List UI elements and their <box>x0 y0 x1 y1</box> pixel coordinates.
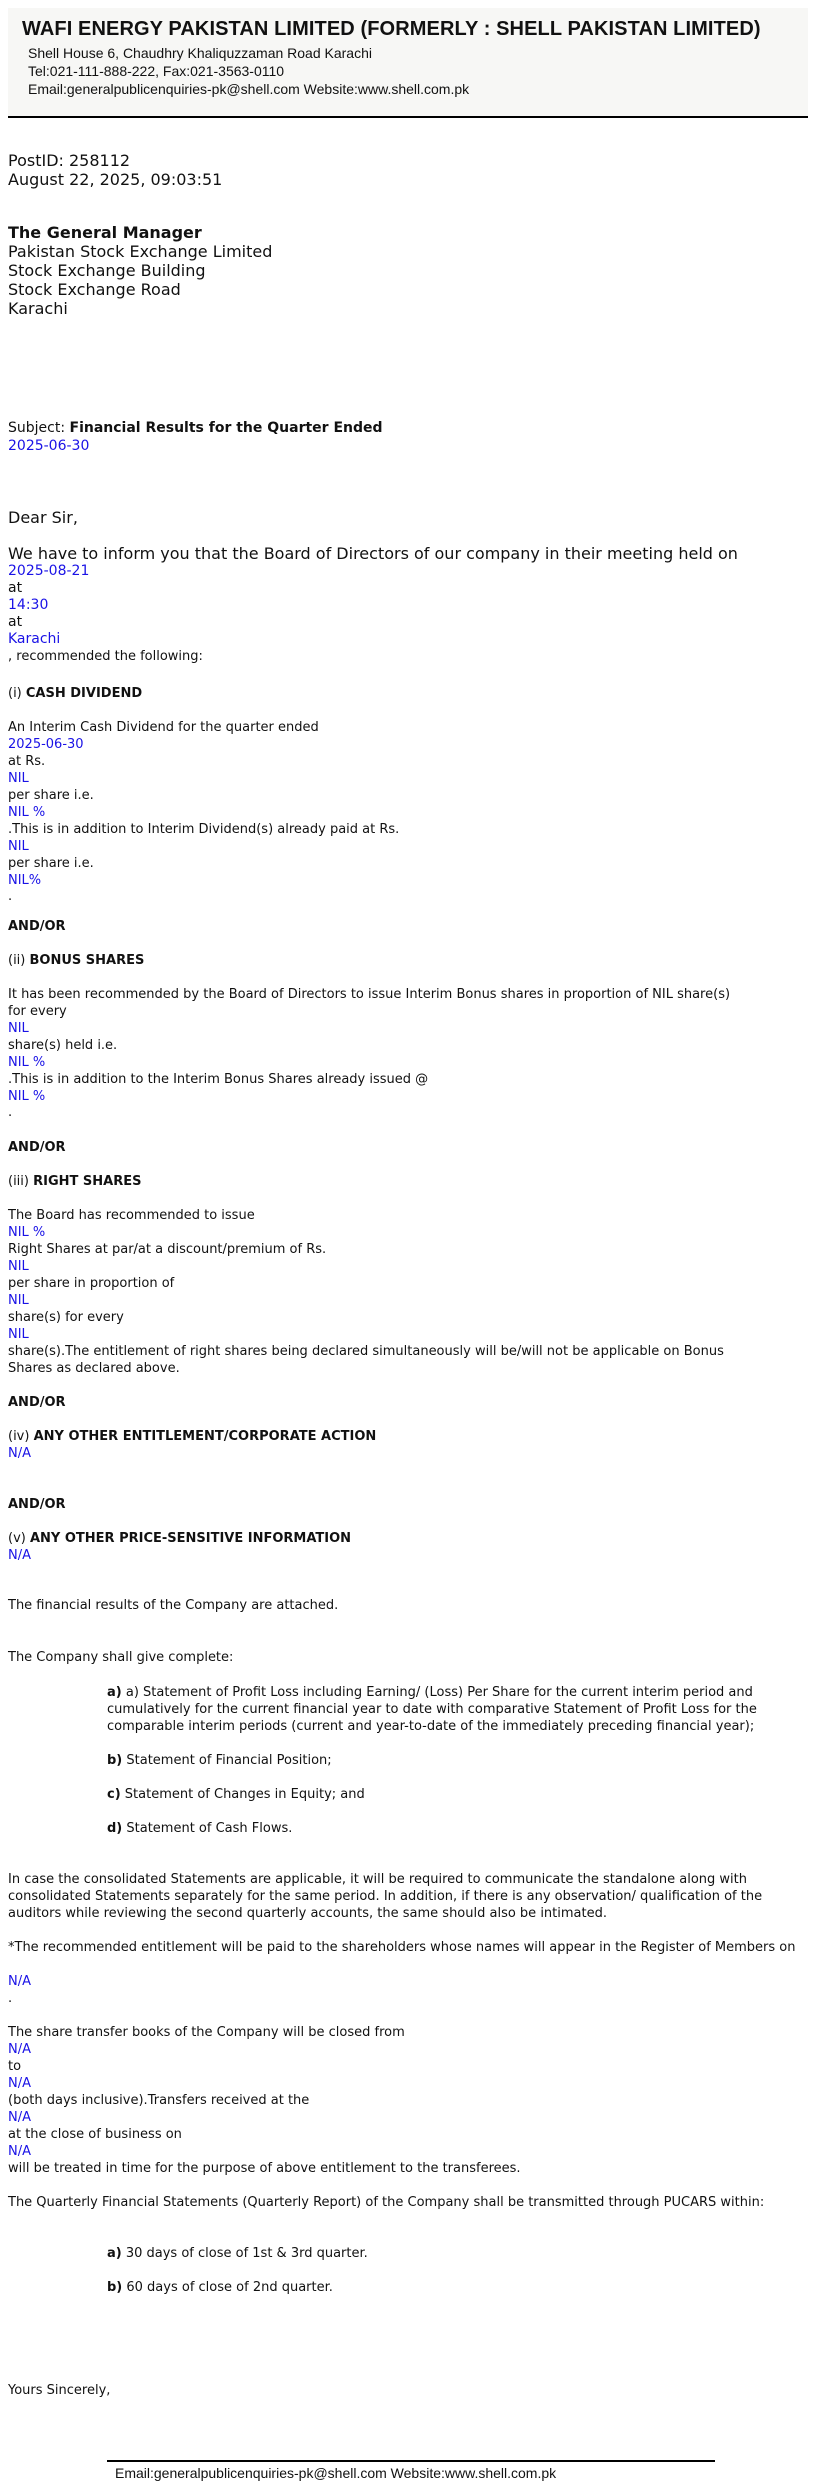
post-id: PostID: 258112 <box>8 151 131 170</box>
statement-item <box>107 1684 802 1735</box>
closing-salutation: Yours Sincerely, <box>8 2383 111 2398</box>
recipient-line: Pakistan Stock Exchange Limited <box>8 242 273 261</box>
right-text: The Board has recommended to issue <box>8 1208 255 1223</box>
pucars-text: The Quarterly Financial Statements (Quarterly Report) of the Company shall be transmitted through PUCARS within: <box>8 2195 765 2210</box>
intro-text: We have to inform you that the Board of Directors of our company in their meeting held on <box>8 544 738 563</box>
right-text: share(s).The entitlement of right shares being declared simultaneously will be/will not be applicable on Bonus <box>8 1344 724 1359</box>
bonus-value: NIL % <box>8 1089 46 1104</box>
transfer-value: N/A <box>8 2042 31 2057</box>
item-text: Statement of Changes in Equity; and <box>120 1787 365 1802</box>
footer-divider <box>107 2460 715 2462</box>
section-number: (i) <box>8 686 26 701</box>
section-number: (ii) <box>8 953 30 968</box>
section-number: (iv) <box>8 1429 34 1444</box>
right-value: NIL <box>8 1327 29 1342</box>
company-shall-give: The Company shall give complete: <box>8 1650 234 1665</box>
meeting-place: Karachi <box>8 631 61 647</box>
subject-line <box>8 420 383 437</box>
subject-date: 2025-06-30 <box>8 438 90 454</box>
section-title: CASH DIVIDEND <box>25 686 143 701</box>
cash-text: per share i.e. <box>8 856 94 871</box>
right-shares-heading <box>8 1173 141 1190</box>
section-title: ANY OTHER PRICE-SENSITIVE INFORMATION <box>29 1531 352 1546</box>
other-entitlement-heading <box>8 1428 376 1445</box>
company-name: WAFI ENERGY PAKISTAN LIMITED (FORMERLY : SHELL PAKISTAN LIMITED) <box>22 18 761 40</box>
right-value: NIL <box>8 1259 29 1274</box>
item-label: a) <box>107 2246 122 2261</box>
cash-text: per share i.e. <box>8 788 94 803</box>
results-attached: The financial results of the Company are attached. <box>8 1598 339 1613</box>
footer-contact: Email:generalpublicenquiries-pk@shell.com Website:www.shell.com.pk <box>115 2465 557 2481</box>
right-value: NIL % <box>8 1225 46 1240</box>
statement-item <box>107 1820 802 1837</box>
item-label: b) <box>107 1753 123 1768</box>
and-or-separator: AND/OR <box>8 1140 66 1155</box>
meeting-time: 14:30 <box>8 597 49 613</box>
statement-item <box>107 1752 802 1769</box>
greeting: Dear Sir, <box>8 508 78 527</box>
cash-end: . <box>8 889 13 904</box>
bonus-value: NIL % <box>8 1055 46 1070</box>
company-address: Shell House 6, Chaudhry Khaliquzzaman Road Karachi <box>28 45 372 61</box>
recipient-title: The General Manager <box>8 223 202 242</box>
bonus-value: NIL <box>8 1021 29 1036</box>
subject-text: Financial Results for the Quarter Ended <box>69 420 383 436</box>
company-contact: Email:generalpublicenquiries-pk@shell.com Website:www.shell.com.pk <box>28 81 470 97</box>
statement-item <box>107 1786 802 1803</box>
bonus-text: It has been recommended by the Board of Directors to issue Interim Bonus shares in proportion of NIL share(s) <box>8 987 731 1002</box>
cash-value: NIL <box>8 839 29 854</box>
price-sensitive-heading <box>8 1530 351 1547</box>
right-text: Right Shares at par/at a discount/premium of Rs. <box>8 1242 327 1257</box>
item-text: Statement of Financial Position; <box>122 1753 332 1768</box>
bonus-shares-heading <box>8 952 144 969</box>
item-label: d) <box>107 1821 123 1836</box>
item-text: 30 days of close of 1st & 3rd quarter. <box>121 2246 368 2261</box>
and-or-separator: AND/OR <box>8 919 66 934</box>
right-text: Shares as declared above. <box>8 1361 180 1376</box>
item-text: a) Statement of Profit Loss including Earning/ (Loss) Per Share for the current interim period and cumulatively for the current financial year to date with comparative Statement of Profit Loss for the comparable interim periods (current and year-to-date of the immediately preceding financial year); <box>107 1685 757 1734</box>
cash-value: NIL <box>8 771 29 786</box>
cash-text: An Interim Cash Dividend for the quarter ended <box>8 720 319 735</box>
post-datetime: August 22, 2025, 09:03:51 <box>8 170 223 189</box>
bonus-end: . <box>8 1105 13 1120</box>
recipient-line: Karachi <box>8 299 68 318</box>
transfer-text: at the close of business on <box>8 2127 182 2142</box>
and-or-separator: AND/OR <box>8 1497 66 1512</box>
item-text: 60 days of close of 2nd quarter. <box>122 2280 333 2295</box>
register-text: *The recommended entitlement will be paid to the shareholders whose names will appear in the Register of Members on <box>8 1940 796 1955</box>
item-label: c) <box>107 1787 121 1802</box>
pucars-item <box>107 2245 802 2262</box>
transfer-value: N/A <box>8 2110 31 2125</box>
section-number: (v) <box>8 1531 30 1546</box>
item-label: b) <box>107 2280 123 2295</box>
subject-label: Subject: <box>8 420 70 436</box>
section-title: RIGHT SHARES <box>33 1174 142 1189</box>
meeting-date: 2025-08-21 <box>8 563 90 579</box>
and-or-separator: AND/OR <box>8 1395 66 1410</box>
cash-text: at Rs. <box>8 754 46 769</box>
cash-text: .This is in addition to Interim Dividend(s) already paid at Rs. <box>8 822 400 837</box>
right-text: share(s) for every <box>8 1310 124 1325</box>
bonus-text: for every <box>8 1004 67 1019</box>
cash-dividend-heading <box>8 685 142 702</box>
intro-at: at <box>8 580 23 596</box>
section-title: ANY OTHER ENTITLEMENT/CORPORATE ACTION <box>33 1429 377 1444</box>
intro-recommended: , recommended the following: <box>8 649 203 664</box>
right-value: NIL <box>8 1293 29 1308</box>
right-text: per share in proportion of <box>8 1276 175 1291</box>
pucars-item <box>107 2279 802 2296</box>
cash-value: NIL% <box>8 873 42 888</box>
recipient-line: Stock Exchange Road <box>8 280 181 299</box>
company-phone: Tel:021-111-888-222, Fax:021-3563-0110 <box>28 63 285 79</box>
letterhead <box>8 8 808 118</box>
bonus-text: share(s) held i.e. <box>8 1038 118 1053</box>
transfer-value: N/A <box>8 2076 31 2091</box>
consolidated-paragraph: In case the consolidated Statements are applicable, it will be required to communicate the standalone along with consolidated Statements separately for the same period. In addition, if there is any observation/ qualification of the auditors while reviewing the second quarterly accounts, the same should also be intimated. <box>8 1872 763 1921</box>
transfer-value: N/A <box>8 2144 31 2159</box>
cash-quarter-date: 2025-06-30 <box>8 737 84 752</box>
item-label: a) <box>107 1685 122 1700</box>
section-number: (iii) <box>8 1174 34 1189</box>
intro-at: at <box>8 614 23 630</box>
transfer-text: The share transfer books of the Company will be closed from <box>8 2025 405 2040</box>
other-entitlement-value: N/A <box>8 1446 31 1461</box>
transfer-text: will be treated in time for the purpose of above entitlement to the transferees. <box>8 2161 521 2176</box>
cash-value: NIL % <box>8 805 46 820</box>
transfer-text: (both days inclusive).Transfers received at the <box>8 2093 310 2108</box>
register-end: . <box>8 1991 13 2006</box>
price-sensitive-value: N/A <box>8 1548 31 1563</box>
transfer-text: to <box>8 2059 22 2074</box>
register-value: N/A <box>8 1974 31 1989</box>
item-text: Statement of Cash Flows. <box>122 1821 293 1836</box>
section-title: BONUS SHARES <box>29 953 145 968</box>
recipient-line: Stock Exchange Building <box>8 261 206 280</box>
bonus-text: .This is in addition to the Interim Bonus Shares already issued @ <box>8 1072 429 1087</box>
